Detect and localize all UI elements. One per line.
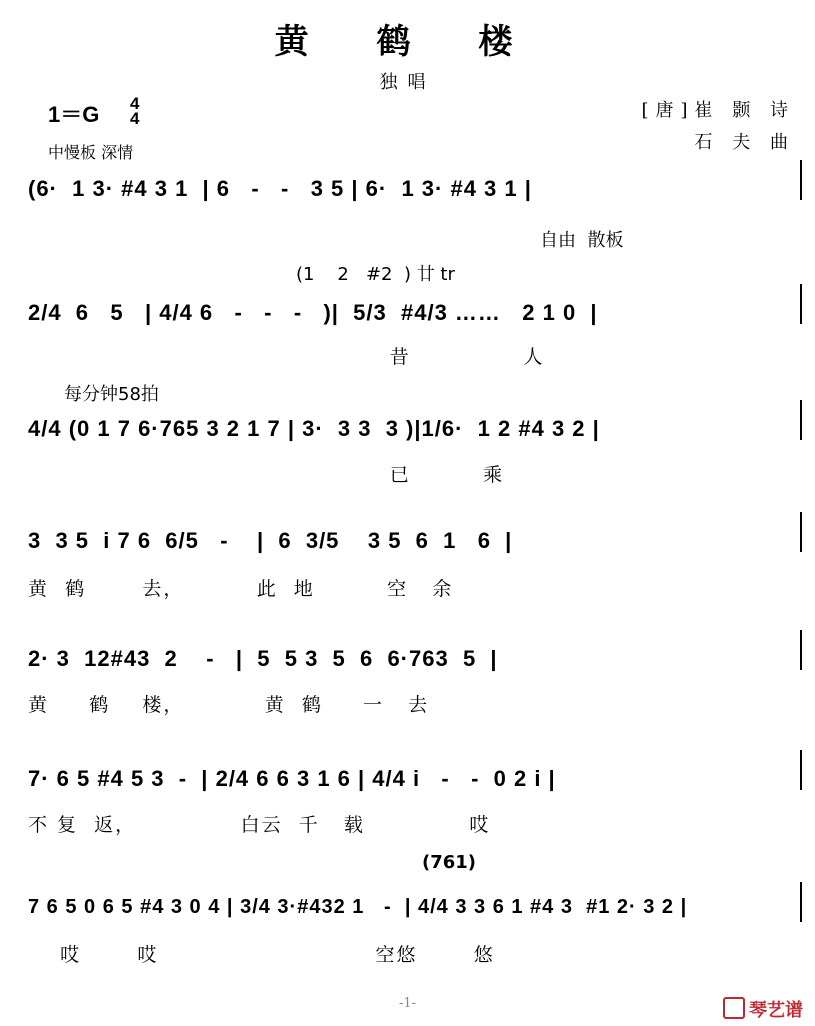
lyricist-credit: [唐]崔 颢 诗 [641,100,795,121]
notation-row-1: (6· 1 3· #4 3 1 | 6 - - 3 5 | 6· 1 3· #4 3 1 | [28,176,532,201]
lyric-row-2: 昔 人 [28,346,545,368]
lyric-row-4: 黄 鹤 去， 此 地 空 余 [28,578,454,600]
key-signature: 1＝G [48,102,100,127]
page-number: -1- [398,996,417,1011]
notation-row-5: 2· 3 12#43 2 - | 5 5 3 5 6 6·763 5 | [28,646,498,671]
lyric-row-6: 不 复 返， 白云 千 载 哎 [28,814,491,836]
notation-row-4: 3 3 5 i 7 6 6/5 - | 6 3/5 3 5 6 1 6 | [28,528,513,553]
barline [800,882,802,922]
free-tempo-marker: 自由 散板 [540,230,624,251]
performance-type: 独唱 [379,72,436,93]
lyric-row-3: 已 乘 [28,464,505,486]
song-title: 黄 鹤 楼 [274,22,541,62]
lyric-row-5: 黄 鹤 楼， 黄 鹤 一 去 [28,694,430,716]
notation-row-7: 7 6 5 0 6 5 #4 3 0 4 | 3/4 3·#432 1 - | 4/4 3 3 6 1 #4 3 #1 2· 3 2 | [28,896,688,918]
barline [800,160,802,200]
composer-credit: 石 夫 曲 [694,132,795,153]
barline [800,284,802,324]
barline [800,512,802,552]
tempo-marking: 中慢板 深情 [48,143,134,162]
meter-bottom: 4 [130,109,140,128]
metronome-mark: 每分钟58拍 [64,384,159,405]
notation-row-2: 2/4 6 5 | 4/4 6 - - - )| 5/3 #4/3 …… 2 1 0 | [28,300,598,325]
barline [800,630,802,670]
meter-top: 4 [130,94,140,113]
grace-group: (1 2 #2 ) 廿 tr [296,264,455,285]
logo-icon [723,997,745,1019]
upper-voice-group: (761) [422,852,477,873]
notation-row-3: 4/4 (0 1 7 6·765 3 2 1 7 | 3· 3 3 3 )|1/6· 1 2 #4 3 2 | [28,416,600,441]
barline [800,750,802,790]
logo-text: 琴艺谱 [749,1000,803,1021]
lyric-row-7: 哎 哎 空悠 悠 [28,944,495,966]
site-logo [723,996,803,1022]
barline [800,400,802,440]
time-signature [130,96,139,126]
notation-row-6: 7· 6 5 #4 5 3 - | 2/4 6 6 3 1 6 | 4/4 i - - 0 2 i | [28,766,556,791]
